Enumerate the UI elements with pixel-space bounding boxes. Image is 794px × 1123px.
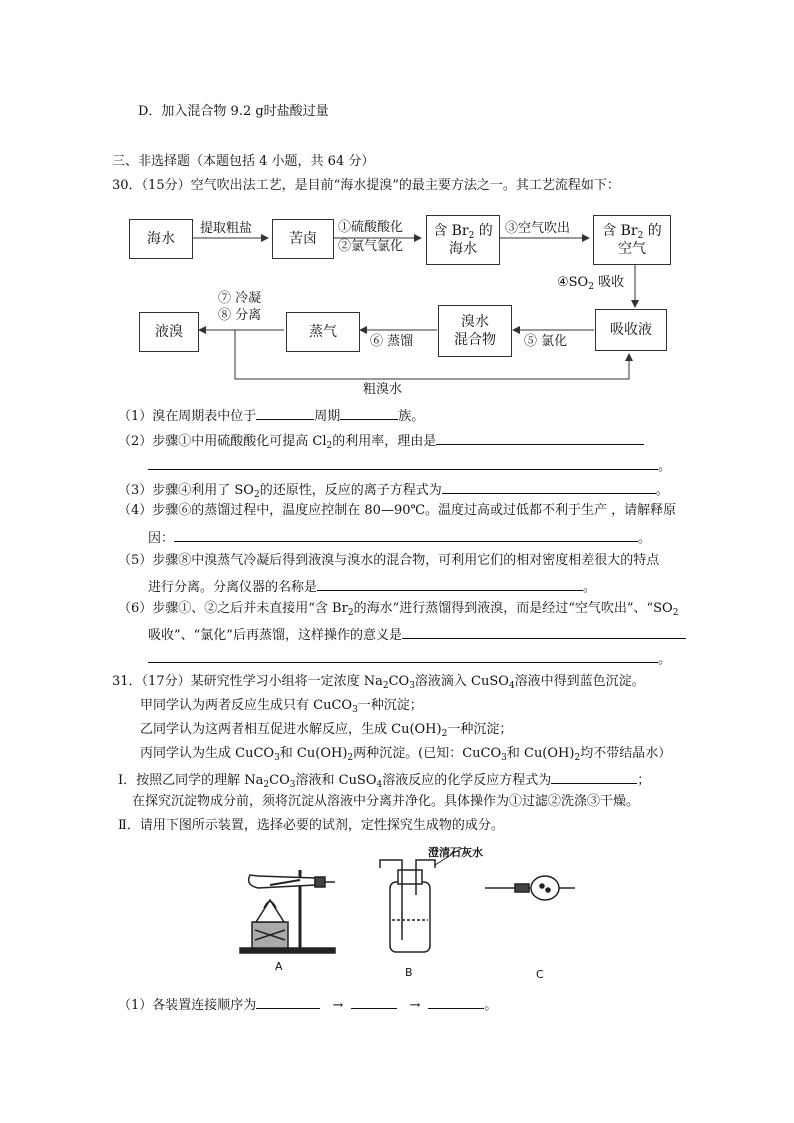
answer-blank[interactable] [148, 648, 658, 663]
answer-blank[interactable] [442, 479, 656, 494]
answer-blank[interactable] [428, 994, 484, 1009]
answer-blank[interactable] [148, 455, 658, 470]
answer-blank[interactable] [317, 576, 583, 591]
step4-label: $④SO_2$ 吸收 [557, 275, 625, 292]
bromine-water-mix-box: 溴水 混合物 [438, 305, 512, 357]
q30-3: （3）步骤④利用了 $SO_2$的还原性，反应的离子方程式为 。 [118, 479, 669, 500]
q30-6-line3: 。 [148, 648, 671, 669]
section-heading: 三、非选择题（本题包括 4 小题，共 64 分） [112, 154, 375, 169]
step2-label: ②氯气氯化 [338, 239, 404, 254]
q31-1: （1）各装置连接顺序为 → → 。 [118, 994, 497, 1015]
q30-6: （6）步骤①、②之后并未直接用“含 $Br_2$的海水”进行蒸馏得到液溴，而是经过“空气吹出”、“$SO_2$ [118, 601, 679, 618]
answer-blank[interactable] [402, 624, 686, 639]
option-d: D．加入混合物 9.2 g时盐酸过量 [138, 104, 329, 119]
liquid-bromine-box: 液溴 [139, 312, 199, 352]
step8-label: ⑧ 分离 [218, 308, 262, 323]
q31-part1: Ⅰ．按照乙同学的理解 $Na_2CO_3$溶液和 CuSO$_4$溶液反应的化学反应方程式为 ； [118, 769, 650, 790]
br2-air-box: 含 $Br_2$ 的 空气 [593, 215, 671, 265]
answer-blank[interactable] [256, 405, 314, 420]
br2-seawater-box: 含 $Br_2$ 的 海水 [426, 215, 500, 265]
q30-4: （4）步骤⑥的蒸馏过程中，温度应控制在 80—90℃。温度过高或过低都不利于生产 ，请解释原 [118, 503, 677, 518]
q30-4-line2: 因： 。 [148, 527, 651, 548]
step3-label: ③空气吹出 [505, 221, 571, 236]
step6-label: ⑥ 蒸馏 [370, 334, 414, 349]
vapor-box: 蒸气 [286, 312, 360, 352]
answer-blank[interactable] [551, 769, 637, 784]
step1-label: ①硫酸酸化 [338, 220, 404, 235]
step5-label: ⑤ 氯化 [524, 334, 568, 349]
q31-jia: 甲同学认为两者反应生成只有 CuCO$_3$一种沉淀； [140, 698, 423, 715]
limewater-label: 澄清石灰水 [428, 846, 483, 859]
label-b: B [405, 966, 413, 979]
absorb-liquid-box: 吸收液 [595, 309, 667, 351]
q31-part1-line2: 在探究沉淀物成分前，须将沉淀从溶液中分离并净化。具体操作为①过滤②洗涤③干燥。 [132, 794, 640, 809]
q30-6-line2: 吸收”、“氯化”后再蒸馏，这样操作的意义是 [148, 624, 686, 645]
answer-blank[interactable] [436, 430, 644, 445]
q30-2: （2）步骤①中用硫酸酸化可提高 $Cl_2$的利用率，理由是 [118, 430, 644, 451]
q31-part2: Ⅱ．请用下图所示装置，选择必要的试剂，定性探究生成物的成分。 [118, 818, 504, 833]
label-a: A [275, 960, 283, 973]
extract-salt-label: 提取粗盐 [200, 221, 253, 236]
apparatus-figure [230, 840, 590, 990]
q30-stem: 30．（15分）空气吹出法工艺，是目前“海水提溴”的最主要方法之一。其工艺流程如下： [112, 178, 620, 193]
step7-label: ⑦ 冷凝 [218, 291, 262, 306]
answer-blank[interactable] [174, 527, 638, 542]
answer-blank[interactable] [340, 405, 398, 420]
q30-1: （1）溴在周期表中位于 周期 族。 [118, 405, 424, 426]
q30-2-line2: 。 [148, 455, 671, 476]
label-c: C [536, 968, 544, 981]
brine-box: 苦卤 [272, 219, 334, 259]
q30-5-line2: 进行分离。分离仪器的名称是 。 [148, 576, 596, 597]
answer-blank[interactable] [351, 994, 397, 1009]
seawater-box: 海水 [129, 219, 193, 259]
q31-bing: 丙同学认为生成 CuCO$_3$和 $Cu(OH)_2$两种沉淀。(已知：CuCO$_3$和 $Cu(OH)_2$均不带结晶水） [140, 746, 672, 763]
crude-bromine-water-label: 粗溴水 [363, 382, 403, 397]
q31-yi: 乙同学认为这两者相互促进水解反应，生成 $Cu(OH)_2$一种沉淀； [140, 722, 513, 739]
q31-stem: 31．（17分）某研究性学习小组将一定浓度 $Na_2CO_3$溶液滴入 CuSO$_4$溶液中得到蓝色沉淀。 [112, 674, 645, 691]
q30-5: （5）步骤⑧中溴蒸气冷凝后得到液溴与溴水的混合物，可利用它们的相对密度相差很大的特点 [118, 553, 660, 568]
process-flow-diagram [125, 207, 685, 397]
answer-blank[interactable] [256, 994, 320, 1009]
